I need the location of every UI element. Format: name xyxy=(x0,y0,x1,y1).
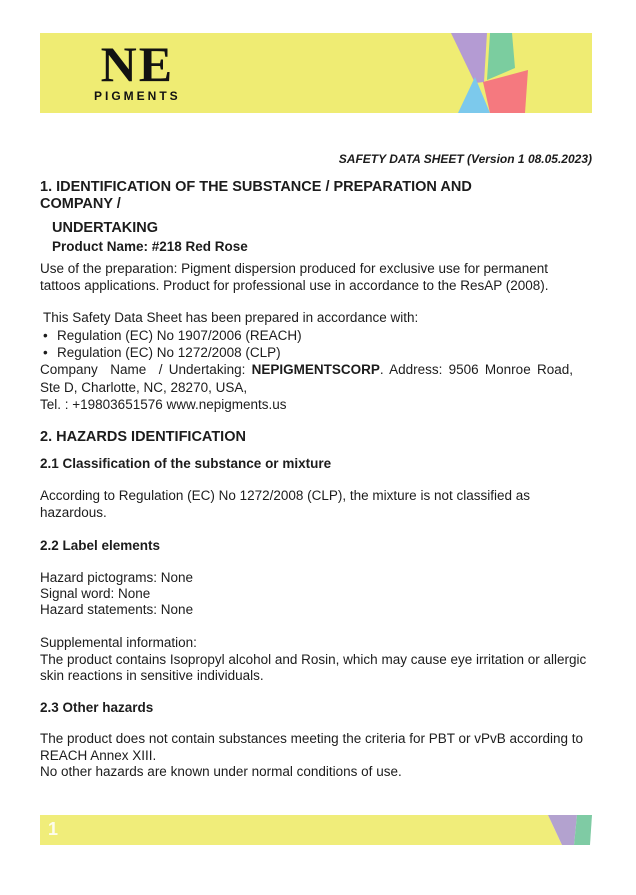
regulation-item xyxy=(43,345,595,362)
product-name: Product Name: #218 Red Rose xyxy=(52,239,248,254)
section2-heading: 2. HAZARDS IDENTIFICATION xyxy=(40,429,246,445)
section23-body1: The product does not contain substances meeting the criteria for PBT or vPvB according to REACH Annex XIII. xyxy=(40,731,584,763)
company-block xyxy=(40,361,592,414)
company-name: NEPIGMENTSCORP xyxy=(251,362,380,377)
section22-heading: 2.2 Label elements xyxy=(40,538,161,553)
bullet-icon: • xyxy=(43,344,48,360)
prepared-line: This Safety Data Sheet has been prepared in accordance with: xyxy=(43,310,419,325)
section23-heading: 2.3 Other hazards xyxy=(40,700,154,715)
section1-heading xyxy=(40,179,592,213)
section23-body2: No other hazards are known under normal conditions of use. xyxy=(40,764,402,779)
footer-yellow-bar xyxy=(40,815,562,845)
section1-heading-line1: 1. IDENTIFICATION OF THE SUBSTANCE / PREPARATION AND xyxy=(40,179,472,195)
section21-heading: 2.1 Classification of the substance or mixture xyxy=(40,456,332,471)
brand-logo-primary: NE xyxy=(100,36,175,92)
company-line xyxy=(40,361,592,379)
regulation-item xyxy=(43,328,595,345)
supplemental-block xyxy=(40,635,592,685)
company-address: . Address: 9506 Monroe Road, xyxy=(379,362,573,377)
company-address-line2: Ste D, Charlotte, NC, 28270, USA, xyxy=(40,379,248,395)
signal-word-line: Signal word: None xyxy=(40,586,151,601)
header-banner xyxy=(40,33,592,113)
company-tel-line: Tel. : +19803651576 www.nepigments.us xyxy=(40,397,287,412)
footer-green-shape-icon xyxy=(574,815,592,845)
regulation-item-text: Regulation (EC) No 1907/2006 (REACH) xyxy=(57,328,302,343)
use-of-preparation: Use of the preparation: Pigment dispersion produced for exclusive use for permanent tattoos applications. Product for professional use in accordance to the ResAP (2008). xyxy=(40,261,549,293)
supplemental-body: The product contains Isopropyl alcohol and Rosin, which may cause eye irritation or allergic skin reactions in sensitive individuals. xyxy=(40,651,587,683)
supplemental-label: Supplemental information: xyxy=(40,635,197,650)
green-shape-icon xyxy=(487,33,515,80)
label-elements-list xyxy=(40,570,592,618)
section1-heading-line2: COMPANY / xyxy=(40,196,121,212)
section21-body: According to Regulation (EC) No 1272/2008 (CLP), the mixture is not classified as hazardous. xyxy=(40,488,530,520)
section1-undertaking: UNDERTAKING xyxy=(52,220,159,236)
page-number: 1 xyxy=(48,819,59,839)
brand-logo xyxy=(94,36,181,103)
footer-decorative-shapes xyxy=(40,815,592,845)
regulation-list xyxy=(43,328,595,361)
hazard-statements-line: Hazard statements: None xyxy=(40,602,194,617)
bullet-icon: • xyxy=(43,328,48,343)
purple-shape-icon xyxy=(451,33,487,83)
footer-banner xyxy=(40,815,592,845)
brand-logo-secondary: PIGMENTS xyxy=(94,89,181,103)
regulation-item-text: Regulation (EC) No 1272/2008 (CLP) xyxy=(57,344,281,360)
doc-title: SAFETY DATA SHEET (Version 1 08.05.2023) xyxy=(338,152,592,166)
hazard-pictograms-line: Hazard pictograms: None xyxy=(40,570,194,585)
company-label: Company Name / Undertaking: xyxy=(40,362,252,377)
